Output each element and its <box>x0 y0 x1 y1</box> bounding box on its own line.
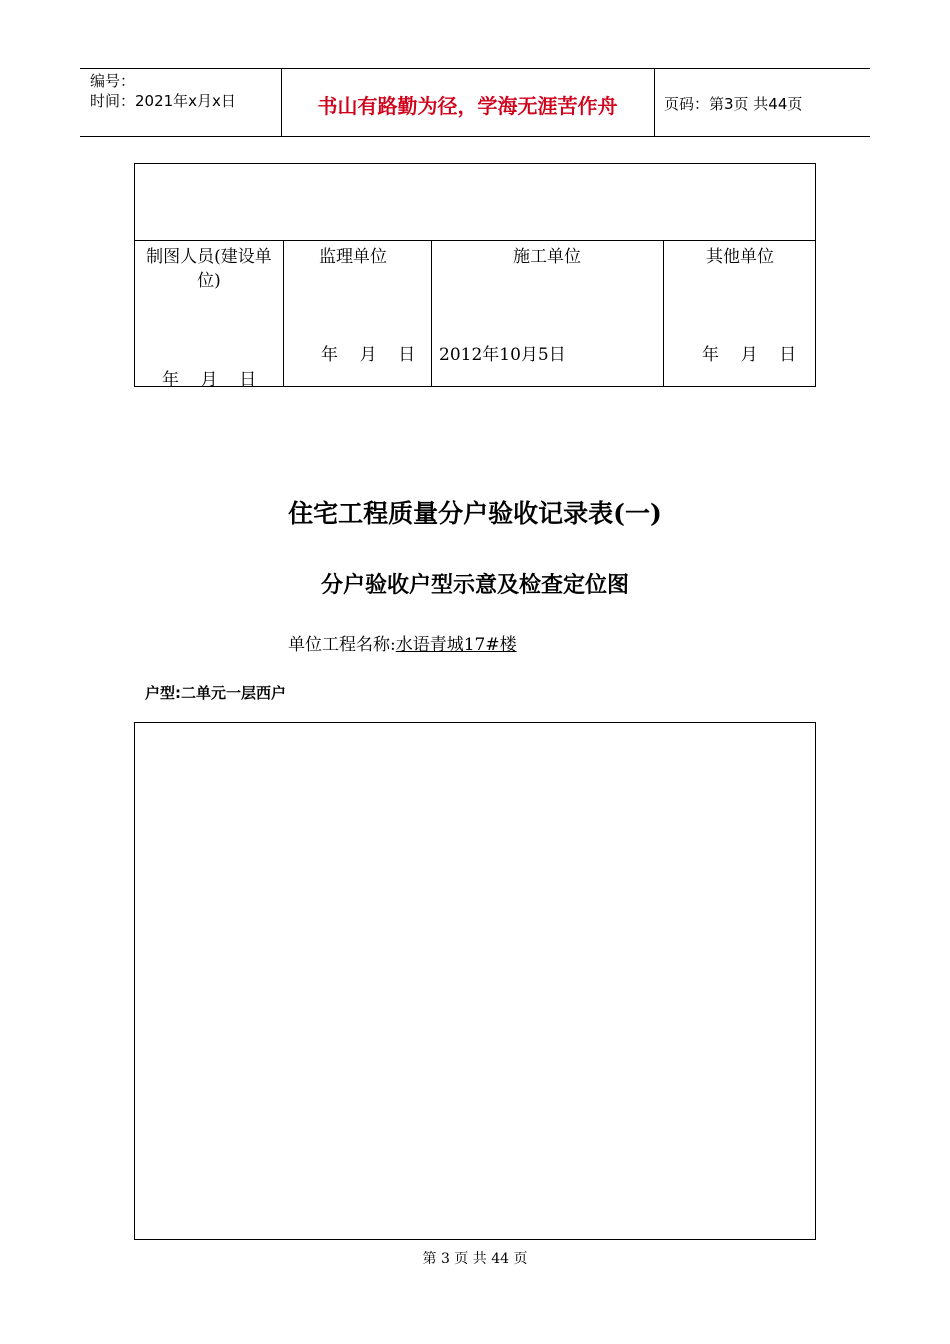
header-number-label: 编号： <box>90 72 136 90</box>
header-divider-right <box>654 68 655 136</box>
header-page-info: 页码：第3页 共44页 <box>664 95 803 113</box>
signature-table <box>134 163 816 390</box>
signature-label-contractor: 施工单位 <box>513 247 581 267</box>
signature-label-other: 其他单位 <box>706 247 774 267</box>
signature-date-drafter: 年 月 日 <box>162 370 257 390</box>
header-bottom-rule <box>80 136 870 137</box>
header-motto: 书山有路勤为径，学海无涯苦作舟 <box>317 94 618 118</box>
project-name-label: 单位工程名称: <box>288 635 396 655</box>
header-top-rule <box>80 68 870 69</box>
page-subtitle: 分户验收户型示意及检查定位图 <box>320 572 629 598</box>
signature-label-supervisor: 监理单位 <box>319 247 387 267</box>
project-name-value: 水语青城17#楼 <box>395 635 517 655</box>
signature-date-other: 年 月 日 <box>702 345 797 365</box>
page-footer: 第 3 页 共 44 页 <box>422 1251 528 1267</box>
floor-plan-diagram-box <box>134 722 816 1240</box>
project-name-line <box>288 630 517 655</box>
page-title: 住宅工程质量分户验收记录表(一) <box>288 499 662 528</box>
header-time-label: 时间：2021年x月x日 <box>90 92 236 110</box>
signature-label-drafter: 制图人员(建设单位) <box>146 247 272 291</box>
signature-date-supervisor: 年 月 日 <box>321 345 416 365</box>
signature-date-contractor: 2012年10月5日 <box>439 345 566 365</box>
table-row-divider <box>135 240 815 241</box>
unit-type-label: 户型:二单元一层西户 <box>145 684 286 702</box>
